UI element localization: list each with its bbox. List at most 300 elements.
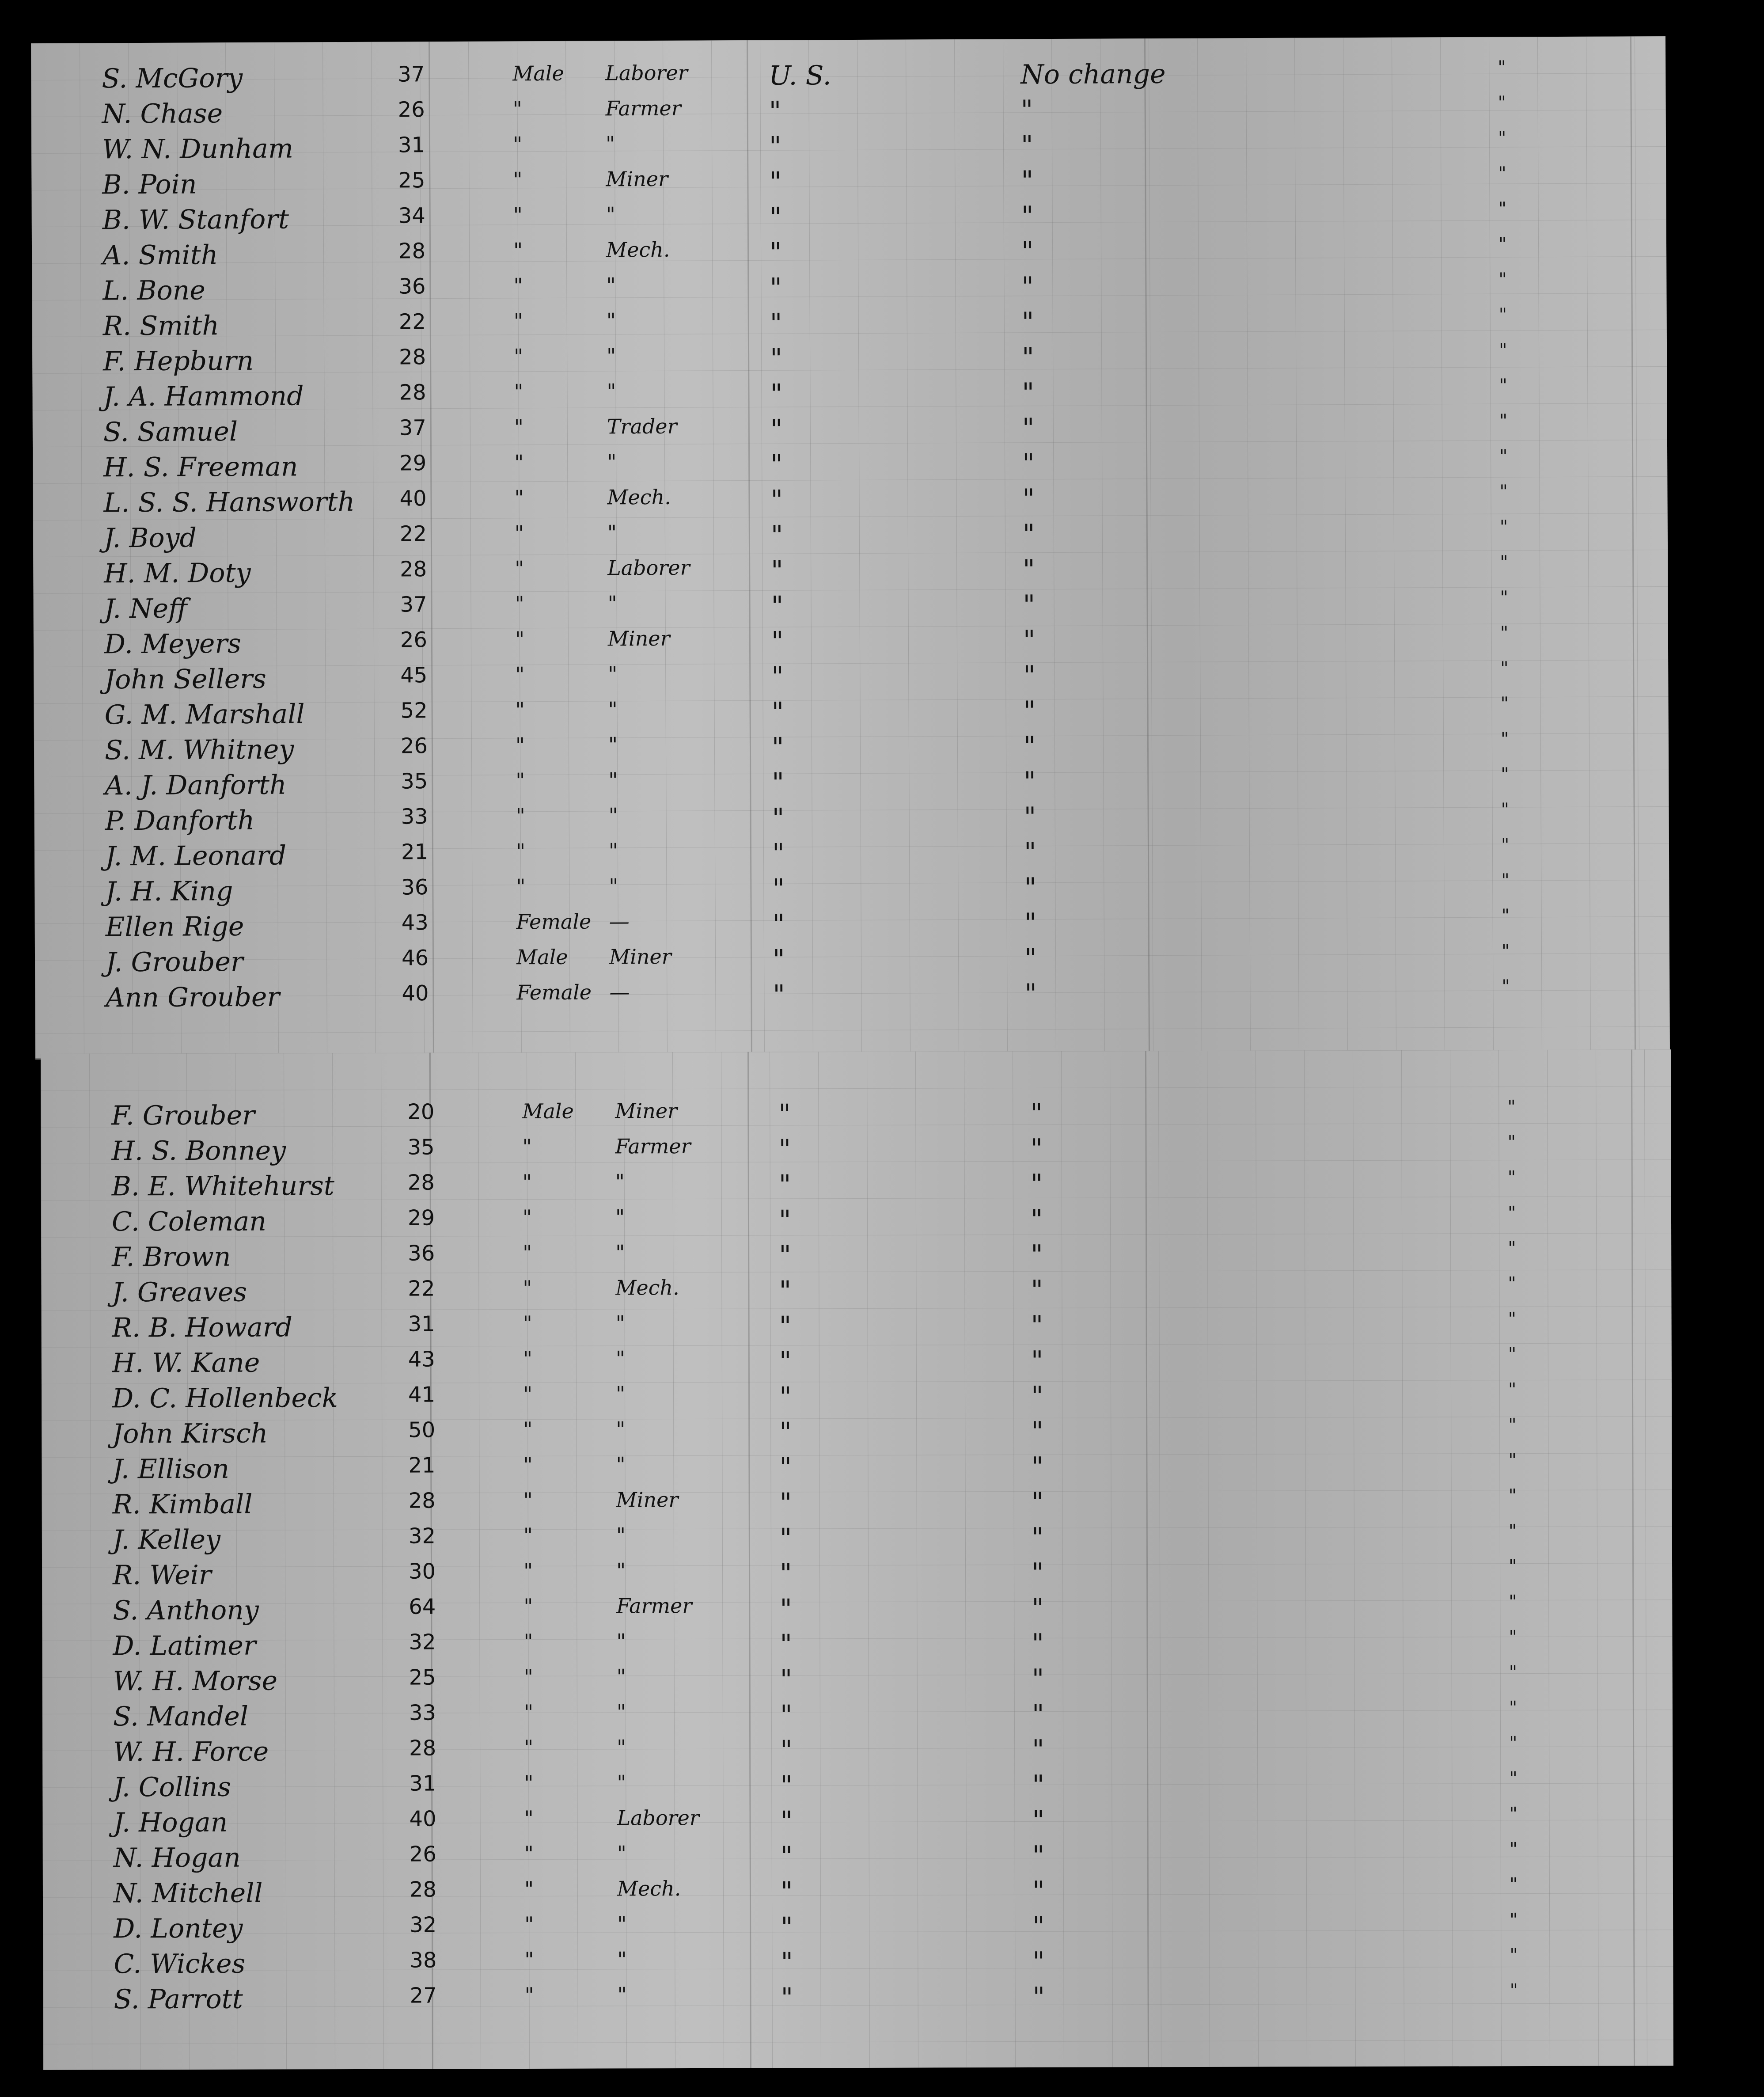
occupation-value: Mech. bbox=[617, 1877, 681, 1901]
occupation-value: Laborer bbox=[607, 555, 690, 580]
ditto-mark: " bbox=[1499, 375, 1507, 396]
sex-value: " bbox=[523, 1311, 532, 1335]
person-name: B. Poin bbox=[102, 169, 197, 201]
person-name: C. Wickes bbox=[114, 1948, 246, 1980]
ledger-row bbox=[35, 973, 1669, 1016]
ditto-mark: " bbox=[1509, 1627, 1517, 1648]
remarks-value: " bbox=[1030, 1098, 1043, 1129]
birthplace-value: " bbox=[771, 555, 783, 586]
sex-value: " bbox=[523, 1276, 532, 1300]
age-value: 34 bbox=[398, 203, 425, 228]
sex-value: " bbox=[524, 1664, 533, 1689]
age-value: 32 bbox=[409, 1630, 436, 1655]
birthplace-value: " bbox=[780, 1664, 793, 1695]
ledger-row bbox=[43, 1942, 1673, 1983]
ledger-row bbox=[43, 1836, 1673, 1877]
ditto-mark: " bbox=[1500, 729, 1509, 749]
person-name: G. M. Marshall bbox=[104, 699, 305, 731]
remarks-value: " bbox=[1032, 1663, 1044, 1694]
person-name: Ann Grouber bbox=[106, 981, 280, 1014]
ledger-row bbox=[42, 1306, 1672, 1346]
birthplace-value: " bbox=[778, 1134, 791, 1165]
age-value: 28 bbox=[399, 380, 426, 405]
remarks-value: " bbox=[1021, 342, 1034, 373]
birthplace-value: " bbox=[780, 1629, 793, 1660]
ditto-mark: " bbox=[1500, 623, 1509, 643]
ditto-mark: " bbox=[1510, 1980, 1518, 2001]
sex-value: " bbox=[515, 592, 524, 616]
ditto-mark: " bbox=[1508, 1273, 1516, 1294]
age-value: 46 bbox=[401, 946, 429, 971]
remarks-value: " bbox=[1031, 1345, 1043, 1376]
occupation-value: " bbox=[615, 1346, 626, 1371]
birthplace-value: " bbox=[779, 1487, 792, 1519]
sex-value: " bbox=[513, 344, 524, 368]
ditto-mark: " bbox=[1510, 1945, 1518, 1966]
ledger-row bbox=[43, 1977, 1673, 2018]
ledger-row bbox=[42, 1482, 1672, 1523]
ditto-mark: " bbox=[1508, 1450, 1517, 1471]
lower-sheet bbox=[41, 1049, 1673, 2070]
ditto-mark: " bbox=[1501, 799, 1510, 820]
ditto-mark: " bbox=[1510, 1910, 1518, 1930]
person-name: D. C. Hollenbeck bbox=[112, 1383, 338, 1414]
ditto-mark: " bbox=[1508, 1344, 1517, 1365]
remarks-value: " bbox=[1031, 1557, 1044, 1588]
age-value: 33 bbox=[409, 1700, 436, 1725]
age-value: 64 bbox=[409, 1594, 436, 1619]
occupation-value: " bbox=[615, 1240, 625, 1265]
age-value: 22 bbox=[398, 309, 426, 334]
age-value: 32 bbox=[408, 1523, 436, 1549]
remarks-value: " bbox=[1032, 1592, 1044, 1624]
ledger-row bbox=[42, 1694, 1673, 1735]
sex-value: " bbox=[516, 768, 525, 793]
person-name: W. N. Dunham bbox=[102, 133, 294, 165]
birthplace-value: " bbox=[780, 1699, 793, 1731]
occupation-value: " bbox=[616, 1700, 626, 1724]
person-name: J. Ellison bbox=[112, 1453, 230, 1485]
remarks-value: " bbox=[1032, 1734, 1044, 1765]
occupation-value: " bbox=[606, 308, 616, 333]
sex-value: " bbox=[524, 1912, 534, 1936]
birthplace-value: " bbox=[771, 590, 784, 622]
upper-ledger-rows bbox=[31, 36, 1665, 1014]
birthplace-value: " bbox=[771, 732, 784, 763]
birthplace-value: " bbox=[780, 1841, 793, 1872]
person-name: R. Weir bbox=[112, 1559, 212, 1591]
ditto-mark: " bbox=[1499, 410, 1508, 431]
age-value: 32 bbox=[410, 1912, 437, 1937]
birthplace-value: " bbox=[773, 979, 785, 1011]
remarks-value: " bbox=[1032, 1911, 1045, 1942]
occupation-value: " bbox=[608, 768, 618, 792]
birthplace-value: " bbox=[781, 1982, 793, 2013]
age-value: 28 bbox=[408, 1488, 436, 1513]
person-name: R. B. Howard bbox=[112, 1312, 292, 1344]
remarks-value: " bbox=[1030, 1204, 1043, 1235]
age-value: 25 bbox=[398, 168, 425, 193]
person-name: N. Mitchell bbox=[113, 1877, 263, 1909]
occupation-value: " bbox=[608, 733, 618, 757]
birthplace-value: " bbox=[770, 343, 782, 374]
age-value: 26 bbox=[400, 627, 428, 653]
age-value: 41 bbox=[408, 1382, 436, 1407]
person-name: J. Greaves bbox=[112, 1276, 247, 1308]
occupation-value: " bbox=[615, 1170, 625, 1194]
ditto-mark: " bbox=[1508, 1379, 1517, 1400]
sex-value: " bbox=[523, 1558, 533, 1583]
sex-value: " bbox=[522, 1170, 532, 1194]
sex-value: " bbox=[523, 1523, 533, 1547]
occupation-value: " bbox=[608, 803, 618, 828]
birthplace-value: " bbox=[770, 520, 783, 551]
occupation-value: " bbox=[617, 1912, 627, 1936]
occupation-value: — bbox=[609, 909, 630, 934]
birthplace-value: " bbox=[779, 1275, 792, 1307]
age-value: 31 bbox=[409, 1771, 436, 1796]
age-value: 50 bbox=[408, 1417, 436, 1443]
birthplace-value: " bbox=[769, 201, 782, 233]
person-name: J. Grouber bbox=[105, 946, 243, 978]
person-name: F. Brown bbox=[112, 1241, 231, 1273]
age-value: 40 bbox=[402, 981, 429, 1006]
ledger-row bbox=[42, 1765, 1673, 1806]
birthplace-value: " bbox=[771, 661, 784, 692]
age-value: 40 bbox=[399, 486, 427, 511]
occupation-value: " bbox=[615, 1205, 625, 1229]
sex-value: " bbox=[524, 1947, 534, 1972]
age-value: 25 bbox=[409, 1665, 436, 1690]
person-name: A. Smith bbox=[102, 239, 218, 271]
ledger-row bbox=[42, 1624, 1672, 1664]
birthplace-value: " bbox=[771, 626, 784, 657]
sex-value: Male bbox=[516, 945, 568, 969]
occupation-value: " bbox=[605, 132, 615, 156]
remarks-value: " bbox=[1024, 872, 1037, 904]
birthplace-value: " bbox=[769, 95, 781, 127]
birthplace-value: " bbox=[770, 449, 783, 480]
remarks-value: " bbox=[1023, 695, 1036, 727]
sex-value: " bbox=[524, 1983, 534, 2007]
ditto-mark: " bbox=[1509, 1698, 1517, 1718]
age-value: 28 bbox=[407, 1170, 435, 1195]
birthplace-value: " bbox=[780, 1770, 793, 1801]
occupation-value: Trader bbox=[607, 414, 677, 439]
birthplace-value: " bbox=[781, 1947, 793, 1978]
person-name: J. Kelley bbox=[112, 1524, 221, 1556]
person-name: H. W. Kane bbox=[112, 1347, 260, 1379]
ditto-mark: " bbox=[1499, 517, 1508, 537]
remarks-value: " bbox=[1031, 1239, 1043, 1270]
ledger-row bbox=[41, 1270, 1671, 1311]
sex-value: " bbox=[524, 1735, 534, 1759]
person-name: A. J. Danforth bbox=[105, 769, 287, 802]
remarks-value: " bbox=[1021, 201, 1034, 232]
birthplace-value: " bbox=[779, 1381, 792, 1413]
sex-value: " bbox=[524, 1629, 533, 1653]
occupation-value: Miner bbox=[616, 1488, 679, 1512]
birthplace-value: " bbox=[772, 908, 785, 940]
ditto-mark: " bbox=[1509, 1592, 1517, 1612]
occupation-value: " bbox=[616, 1417, 626, 1441]
sex-value: " bbox=[515, 627, 525, 651]
person-name: L. Bone bbox=[102, 275, 205, 307]
age-value: 35 bbox=[401, 769, 428, 794]
age-value: 29 bbox=[407, 1205, 435, 1231]
occupation-value: " bbox=[607, 450, 617, 474]
person-name: L. S. S. Hansworth bbox=[103, 486, 355, 519]
occupation-value: Farmer bbox=[605, 96, 681, 121]
birthplace-value: " bbox=[772, 873, 785, 904]
remarks-value: " bbox=[1024, 802, 1036, 833]
remarks-value: " bbox=[1031, 1451, 1044, 1482]
person-name: S. Samuel bbox=[103, 416, 238, 448]
person-name: S. McGory bbox=[102, 62, 243, 95]
ledger-row bbox=[42, 1801, 1673, 1841]
age-value: 29 bbox=[399, 451, 427, 476]
sex-value: " bbox=[524, 1841, 534, 1865]
birthplace-value: " bbox=[779, 1558, 792, 1589]
ditto-mark: " bbox=[1508, 1415, 1517, 1436]
sex-value: " bbox=[514, 521, 524, 545]
sex-value: " bbox=[515, 662, 525, 687]
age-value: 26 bbox=[409, 1842, 436, 1867]
remarks-value: " bbox=[1032, 1628, 1044, 1659]
birthplace-value: " bbox=[781, 1911, 793, 1943]
birthplace-value: " bbox=[779, 1311, 792, 1342]
ledger-row bbox=[41, 1235, 1671, 1276]
ditto-mark: " bbox=[1502, 976, 1510, 997]
ditto-mark: " bbox=[1508, 1485, 1517, 1506]
remarks-value: " bbox=[1031, 1522, 1044, 1553]
ditto-mark: " bbox=[1498, 198, 1507, 219]
person-name: J. Collins bbox=[113, 1771, 231, 1803]
sex-value: " bbox=[514, 450, 524, 475]
ditto-mark: " bbox=[1498, 128, 1506, 148]
birthplace-value: U. S. bbox=[769, 60, 831, 91]
sex-value: " bbox=[515, 698, 525, 722]
occupation-value: Miner bbox=[607, 626, 670, 651]
remarks-value: " bbox=[1032, 1981, 1045, 2013]
ledger-row bbox=[41, 1129, 1671, 1170]
remarks-value: " bbox=[1023, 731, 1036, 762]
occupation-value: " bbox=[607, 591, 617, 615]
occupation-value: Miner bbox=[606, 167, 668, 191]
age-value: 28 bbox=[398, 345, 426, 370]
age-value: 20 bbox=[407, 1099, 435, 1124]
ditto-mark: " bbox=[1498, 57, 1506, 78]
remarks-value: " bbox=[1021, 236, 1034, 267]
occupation-value: Mech. bbox=[606, 237, 670, 262]
ditto-mark: " bbox=[1498, 234, 1507, 255]
person-name: John Kirsch bbox=[112, 1418, 268, 1450]
ditto-mark: " bbox=[1498, 304, 1507, 325]
person-name: N. Hogan bbox=[113, 1842, 241, 1874]
remarks-value: " bbox=[1024, 908, 1037, 939]
person-name: J. M. Leonard bbox=[105, 840, 287, 872]
occupation-value: Miner bbox=[615, 1099, 678, 1123]
upper-sheet bbox=[31, 36, 1670, 1060]
remarks-value: " bbox=[1030, 1168, 1043, 1200]
occupation-value: " bbox=[606, 202, 615, 227]
person-name: W. H. Force bbox=[113, 1736, 269, 1768]
age-value: 21 bbox=[408, 1453, 436, 1478]
age-value: 36 bbox=[408, 1241, 435, 1266]
ditto-mark: " bbox=[1501, 835, 1510, 855]
remarks-value: " bbox=[1024, 837, 1036, 868]
sex-value: " bbox=[513, 203, 523, 227]
person-name: F. Grouber bbox=[111, 1100, 255, 1132]
person-name: Ellen Rige bbox=[105, 911, 244, 943]
ditto-mark: " bbox=[1501, 905, 1510, 926]
birthplace-value: " bbox=[780, 1593, 792, 1625]
sex-value: " bbox=[512, 132, 523, 156]
ledger-row bbox=[42, 1412, 1672, 1452]
birthplace-value: " bbox=[780, 1876, 793, 1907]
person-name: D. Lontey bbox=[114, 1913, 243, 1945]
occupation-value: Laborer bbox=[605, 61, 688, 85]
age-value: 37 bbox=[399, 415, 427, 441]
remarks-value: No change bbox=[1020, 58, 1166, 91]
remarks-value: " bbox=[1031, 1310, 1043, 1341]
ledger-row bbox=[42, 1730, 1673, 1770]
sex-value: " bbox=[524, 1770, 534, 1795]
birthplace-value: " bbox=[769, 131, 781, 162]
person-name: H. S. Freeman bbox=[103, 451, 298, 483]
person-name: W. H. Morse bbox=[113, 1665, 278, 1697]
birthplace-value: " bbox=[769, 166, 782, 198]
sex-value: " bbox=[522, 1205, 532, 1229]
person-name: P. Danforth bbox=[105, 805, 255, 837]
ditto-mark: " bbox=[1498, 163, 1506, 184]
remarks-value: " bbox=[1031, 1486, 1044, 1518]
person-name: S. Parrott bbox=[114, 1983, 243, 2015]
remarks-value: " bbox=[1022, 519, 1035, 550]
person-name: F. Hepburn bbox=[102, 345, 254, 377]
ditto-mark: " bbox=[1498, 92, 1506, 113]
sex-value: " bbox=[513, 274, 523, 298]
remarks-value: " bbox=[1021, 307, 1034, 338]
occupation-value: " bbox=[607, 379, 616, 403]
sex-value: " bbox=[516, 839, 526, 863]
remarks-value: " bbox=[1022, 413, 1035, 444]
occupation-value: Farmer bbox=[615, 1134, 691, 1159]
occupation-value: " bbox=[616, 1452, 626, 1477]
remarks-value: " bbox=[1022, 483, 1035, 515]
ditto-mark: " bbox=[1500, 693, 1509, 714]
person-name: S. M. Whitney bbox=[104, 734, 294, 766]
age-value: 26 bbox=[398, 97, 425, 122]
ditto-mark: " bbox=[1500, 552, 1508, 573]
age-value: 40 bbox=[409, 1806, 436, 1831]
ditto-mark: " bbox=[1508, 1309, 1517, 1330]
birthplace-value: " bbox=[779, 1523, 792, 1554]
birthplace-value: " bbox=[770, 484, 783, 516]
remarks-value: " bbox=[1032, 1875, 1045, 1907]
age-value: 45 bbox=[400, 663, 428, 688]
ledger-row bbox=[43, 1871, 1673, 1912]
person-name: John Sellers bbox=[104, 663, 266, 695]
person-name: J. Hogan bbox=[113, 1807, 228, 1839]
sex-value: " bbox=[514, 415, 524, 439]
ditto-mark: " bbox=[1501, 870, 1510, 891]
remarks-value: " bbox=[1024, 943, 1037, 974]
age-value: 27 bbox=[410, 1983, 437, 2008]
ditto-mark: " bbox=[1507, 1167, 1516, 1188]
age-value: 37 bbox=[400, 592, 427, 617]
sex-value: Male bbox=[522, 1099, 574, 1123]
age-value: 28 bbox=[398, 239, 426, 264]
sex-value: " bbox=[523, 1488, 533, 1512]
remarks-value: " bbox=[1020, 95, 1033, 126]
ditto-mark: " bbox=[1501, 764, 1509, 785]
sex-value: " bbox=[523, 1346, 533, 1371]
age-value: 28 bbox=[409, 1877, 437, 1902]
birthplace-value: " bbox=[772, 944, 785, 975]
occupation-value: " bbox=[617, 1947, 627, 1972]
ditto-mark: " bbox=[1499, 446, 1508, 467]
remarks-value: " bbox=[1024, 766, 1036, 798]
remarks-value: " bbox=[1032, 1698, 1044, 1730]
remarks-value: " bbox=[1023, 554, 1035, 585]
age-value: 35 bbox=[407, 1135, 435, 1160]
person-name: J. Neff bbox=[104, 593, 187, 625]
sex-value: " bbox=[513, 238, 523, 262]
birthplace-value: " bbox=[770, 272, 782, 304]
person-name: C. Coleman bbox=[111, 1206, 267, 1238]
person-name: N. Chase bbox=[102, 98, 223, 130]
remarks-value: " bbox=[1020, 130, 1033, 161]
remarks-value: " bbox=[1032, 1769, 1045, 1801]
remarks-value: " bbox=[1021, 271, 1034, 303]
ditto-mark: " bbox=[1509, 1733, 1517, 1754]
sex-value: " bbox=[524, 1877, 534, 1901]
occupation-value: " bbox=[609, 874, 618, 898]
sex-value: " bbox=[522, 1134, 532, 1159]
occupation-value: " bbox=[617, 1735, 626, 1759]
person-name: J. A. Hammond bbox=[103, 380, 304, 413]
occupation-value: " bbox=[608, 662, 618, 686]
occupation-value: " bbox=[606, 273, 616, 297]
ditto-mark: " bbox=[1501, 941, 1510, 961]
sex-value: " bbox=[514, 486, 524, 510]
age-value: 43 bbox=[401, 910, 429, 935]
person-name: J. Boyd bbox=[103, 522, 197, 554]
ledger-row bbox=[42, 1659, 1673, 1700]
age-value: 31 bbox=[408, 1311, 435, 1337]
occupation-value: " bbox=[608, 697, 618, 722]
ditto-mark: " bbox=[1509, 1804, 1517, 1824]
ditto-mark: " bbox=[1500, 587, 1509, 608]
remarks-value: " bbox=[1021, 165, 1034, 197]
ledger-row bbox=[42, 1376, 1672, 1417]
remarks-value: " bbox=[1022, 448, 1035, 479]
ledger-row bbox=[41, 1164, 1671, 1205]
person-name: B. E. Whitehurst bbox=[111, 1170, 335, 1202]
sex-value: " bbox=[523, 1382, 533, 1406]
ledger-row bbox=[42, 1518, 1672, 1558]
occupation-value: Farmer bbox=[616, 1593, 692, 1618]
sex-value: " bbox=[515, 733, 525, 757]
occupation-value: " bbox=[616, 1523, 626, 1547]
age-value: 43 bbox=[408, 1347, 435, 1372]
ledger-row bbox=[41, 1094, 1671, 1134]
ditto-mark: " bbox=[1498, 340, 1507, 361]
birthplace-value: " bbox=[779, 1346, 792, 1377]
remarks-value: " bbox=[1023, 660, 1036, 691]
age-value: 36 bbox=[401, 875, 429, 900]
